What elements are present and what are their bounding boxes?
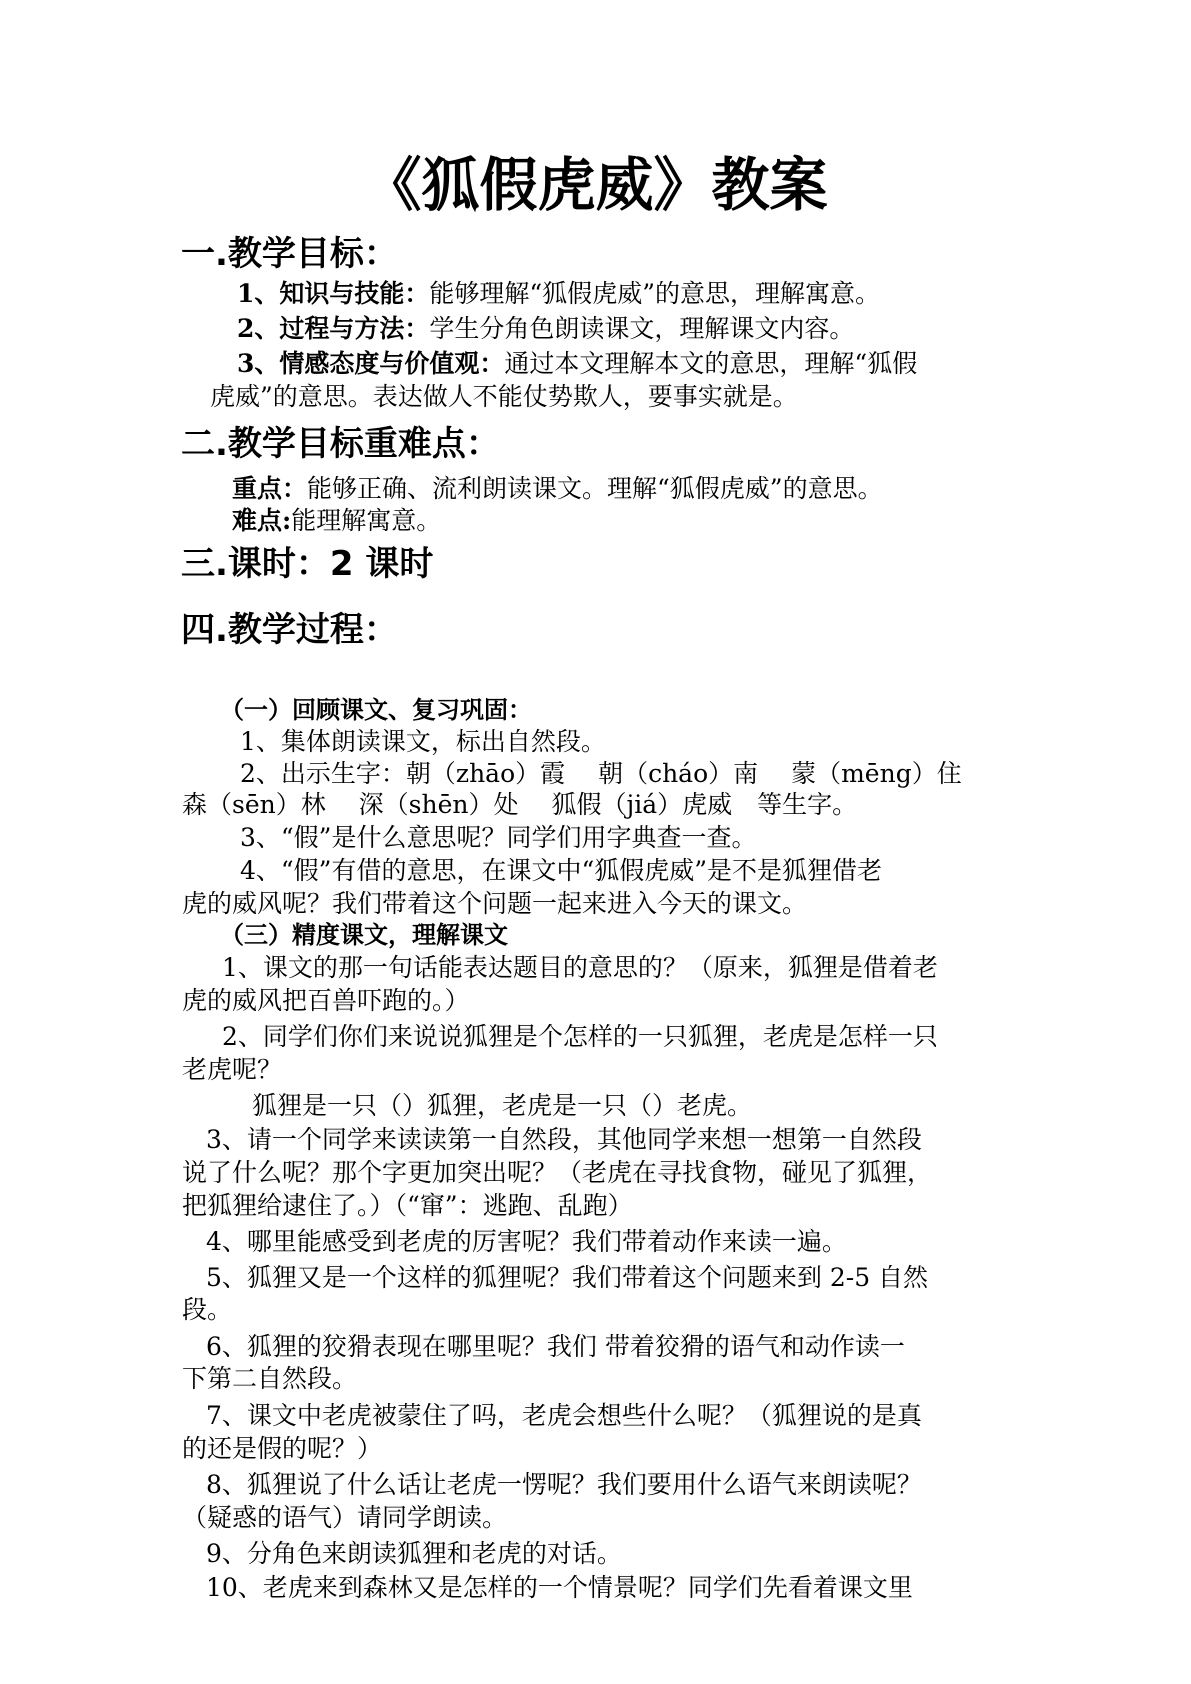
key-point-text: 能够正确、流利朗读课文。理解“狐假虎威”的意思。 bbox=[307, 474, 883, 503]
objective-label: 3、情感态度与价值观： bbox=[237, 349, 505, 378]
objective-knowledge bbox=[237, 278, 880, 310]
section-heading-objectives: 一.教学目标： bbox=[181, 234, 398, 274]
reading-line: （疑惑的语气）请同学朗读。 bbox=[182, 1503, 508, 1532]
objective-text: 通过本文理解本文的意思，理解“狐假 bbox=[504, 349, 918, 378]
objective-label: 2、过程与方法： bbox=[237, 314, 430, 343]
reading-line: 10、老虎来到森林又是怎样的一个情景呢？同学们先看着课文里 bbox=[206, 1573, 913, 1602]
objective-text: 学生分角色朗读课文，理解课文内容。 bbox=[429, 314, 855, 343]
subsection-heading-close-reading: （三）精度课文，理解课文 bbox=[220, 920, 508, 949]
section-heading-key-points: 二.教学目标重难点： bbox=[181, 424, 500, 464]
section-heading-class-hours: 三.课时：2 课时 bbox=[181, 544, 434, 584]
reading-line: 8、狐狸说了什么话让老虎一愣呢？我们要用什么语气来朗读呢？ bbox=[206, 1470, 922, 1499]
reading-line: 1、课文的那一句话能表达题目的意思的？（原来，狐狸是借着老 bbox=[222, 953, 938, 982]
reading-line: 的还是假的呢？） bbox=[182, 1434, 383, 1463]
difficult-point-text: 能理解寓意。 bbox=[291, 506, 442, 535]
review-line: 1、集体朗读课文，标出自然段。 bbox=[240, 727, 606, 756]
key-point bbox=[232, 473, 883, 505]
reading-line: 把狐狸给逮住了。）（“窜”：逃跑、乱跑） bbox=[182, 1191, 633, 1220]
reading-line: 2、同学们你们来说说狐狸是个怎样的一只狐狸，老虎是怎样一只 bbox=[222, 1022, 938, 1051]
objective-attitude-continued: 虎威”的意思。表达做人不能仗势欺人，要事实就是。 bbox=[210, 382, 798, 411]
reading-line: 虎的威风把百兽吓跑的。） bbox=[182, 986, 470, 1015]
reading-line: 9、分角色来朗读狐狸和老虎的对话。 bbox=[206, 1539, 622, 1568]
review-line: 森（sēn）林 深（shēn）处 狐假（jiá）虎威 等生字。 bbox=[182, 790, 858, 819]
review-line: 3、“假”是什么意思呢？同学们用字典查一查。 bbox=[240, 823, 757, 852]
review-line: 2、出示生字：朝（zhāo）霞 朝（cháo）南 蒙（mēng）住 bbox=[240, 759, 962, 788]
section-heading-process: 四.教学过程： bbox=[181, 610, 398, 650]
reading-line: 下第二自然段。 bbox=[182, 1364, 358, 1393]
key-point-label: 重点： bbox=[232, 474, 308, 503]
objective-text: 能够理解“狐假虎威”的意思，理解寓意。 bbox=[429, 279, 880, 308]
reading-line: 6、狐狸的狡猾表现在哪里呢？我们 带着狡猾的语气和动作读一 bbox=[206, 1332, 905, 1361]
reading-line: 4、哪里能感受到老虎的厉害呢？我们带着动作来读一遍。 bbox=[206, 1227, 847, 1256]
review-line: 虎的威风呢？我们带着这个问题一起来进入今天的课文。 bbox=[182, 889, 808, 918]
reading-line: 说了什么呢？那个字更加突出呢？（老虎在寻找食物，碰见了狐狸， bbox=[182, 1158, 933, 1187]
review-line: 4、“假”有借的意思，在课文中“狐假虎威”是不是狐狸借老 bbox=[240, 856, 883, 885]
objective-label: 1、知识与技能： bbox=[237, 279, 430, 308]
reading-line: 段。 bbox=[182, 1295, 233, 1324]
difficult-point-label: 难点: bbox=[232, 506, 292, 535]
reading-line: 3、请一个同学来读读第一自然段，其他同学来想一想第一自然段 bbox=[206, 1125, 922, 1154]
reading-line: 狐狸是一只（）狐狸，老虎是一只（）老虎。 bbox=[252, 1091, 753, 1120]
objective-process bbox=[237, 313, 854, 345]
reading-line: 5、狐狸又是一个这样的狐狸呢？我们带着这个问题来到 2-5 自然 bbox=[206, 1263, 929, 1292]
reading-line: 老虎呢？ bbox=[182, 1055, 283, 1084]
objective-attitude bbox=[237, 348, 917, 380]
document-title: 《狐假虎威》教案 bbox=[363, 151, 828, 219]
difficult-point bbox=[232, 505, 441, 537]
subsection-heading-review: （一）回顾课文、复习巩固： bbox=[220, 695, 532, 724]
reading-line: 7、课文中老虎被蒙住了吗，老虎会想些什么呢？（狐狸说的是真 bbox=[206, 1401, 922, 1430]
